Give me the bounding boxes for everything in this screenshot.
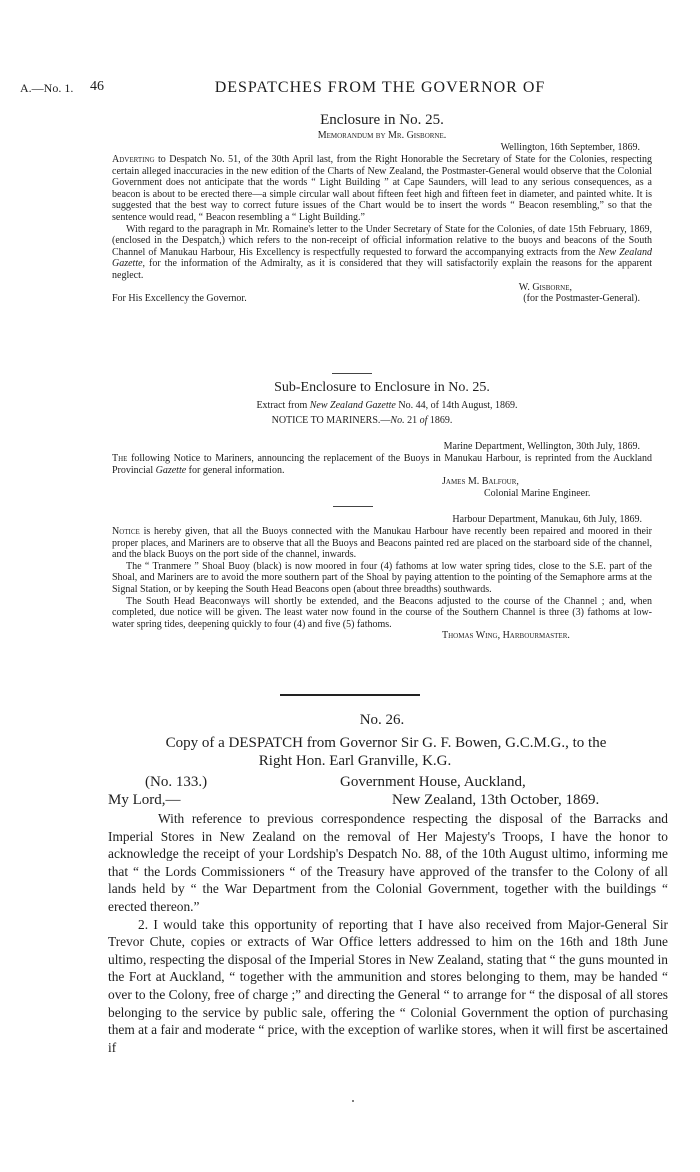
harbour-dateline: Harbour Department, Manukau, 6th July, 1869. — [452, 514, 642, 525]
lead-word: Notice — [112, 526, 140, 537]
harbour-paragraph-1 — [112, 526, 652, 561]
harbour-paragraph-3: The South Head Beaconways will shortly be extended, and the Beacons adjusted to the course of the Channel ; and, when completed, due notice will be given. The least water now found in the course of the Southern Channel is three (3) fathoms at low-water spring tides, deepening quickly to four (4) and five (5) fathoms. — [112, 595, 652, 630]
signature-row — [112, 293, 652, 304]
paragraph-text: for general information. — [186, 464, 285, 476]
paragraph-text: , for the information of the Admiralty, as it is considered that they will satisfactorily explain the reasons for the apparent neglect. — [112, 258, 652, 281]
notice-text: 1869. — [427, 415, 453, 426]
signature: James M. Balfour, — [442, 476, 519, 488]
page-number: 46 — [90, 79, 104, 94]
despatch-place: Government House, Auckland, — [340, 774, 526, 790]
despatch-heading-line-2: Right Hon. Earl Granville, K.G. — [258, 753, 452, 769]
marine-paragraph — [112, 453, 652, 476]
extract-text: Extract from — [256, 400, 310, 411]
memorandum-heading: Memorandum by Mr. Gisborne. — [317, 130, 447, 141]
harbour-paragraph-2: The “ Tranmere ” Shoal Buoy (black) is now moored in four (4) fathoms at low water spring tides, close to the S.E. part of the Shoal, and Mariners are to avoid the more southern part of the Shoal by paying attention to the pointing of the Semaphore arms at the Signal Station, or by keeping the South Head Beacons open (about three breadths) southwards. — [112, 560, 652, 595]
enclosure-title: Enclosure in No. 25. — [320, 112, 444, 128]
harbour-notice-body — [112, 526, 652, 642]
sub-enclosure-title: Sub-Enclosure to Enclosure in No. 25. — [274, 380, 490, 395]
signature-role: (for the Postmaster-General). — [523, 293, 640, 305]
extract-line — [112, 400, 632, 412]
enclosure-dateline: Wellington, 16th September, 1869. — [500, 142, 640, 153]
enclosure-body — [112, 154, 652, 304]
paragraph-text: is hereby given, that all the Buoys connected with the Manukau Harbour have recently been repaired and moored in their proper places, and Mariners are to observe that all the Buoys and Beacons painted red are placed on the starboard side of the channel, and the black Buoys on the port side of the channel, inwards. — [112, 526, 652, 561]
notice-text: of — [419, 415, 428, 426]
enclosure-paragraph-1 — [112, 154, 652, 224]
section-label: A.—No. 1. — [20, 81, 74, 95]
lead-word: The — [112, 453, 128, 464]
signature: W. Gisborne, — [518, 281, 572, 293]
gazette-title: New Zealand Gazette — [309, 400, 396, 411]
despatch-paragraph-2: 2. I would take this opportunity of reporting that I have also received from Major-General Sir Trevor Chute, copies or extracts of War Office letters addressed to him on the 16th and 18th June ultimo, respecting the disposal of the Imperial Stores in New Zealand, stating that “ the guns mounted in the Fort at Auckland, “ together with the ammunition and stores belonging to them, may be handed “ over to the Colony, free of charge ;” and directing the General “ to arrange for “ the disposal of all stores belonging to the service by public sale, offering the “ Colonial Government the option of purchasing them at a fair and moderate “ price, with the exception of warlike stores, when it will first be ascertained if — [108, 916, 668, 1055]
notice-text: No. — [390, 415, 405, 426]
marine-dateline: Marine Department, Wellington, 30th July, 1869. — [443, 441, 640, 452]
divider — [280, 694, 420, 696]
divider — [332, 373, 372, 374]
page-mark — [352, 1100, 354, 1102]
despatch-number: No. 26. — [359, 712, 405, 728]
signature: Thomas Wing, Harbourmaster. — [442, 630, 570, 642]
despatch-reference: (No. 133.) — [145, 774, 208, 790]
despatch-body — [108, 810, 668, 1056]
lead-word: Adverting — [112, 154, 155, 165]
paragraph-text: following Notice to Mariners, announcing the replacement of the Buoys in Manukau Harbour, is reprinted from the Auckland Provincial — [112, 453, 652, 476]
running-title: DESPATCHES FROM THE GOVERNOR OF — [214, 79, 546, 96]
paragraph-text: to Despatch No. 51, of the 30th April last, from the Right Honorable the Secretary of State for the Colonies, respecting certain alleged inaccuracies in the new edition of the Charts of New Zealand, the Postmaster-General would observe that the Colonial Government does not anticipate that the words “ Light Building ” at Cape Saunders, will lead to any serious consequences, as a beacon is about to be erected there—a simple circular wall about fifteen feet high and fifteen feet in diameter, and painted white. It is suggested that the best way to correct future issues of the Chart would be to insert the words “ Beacon resembling,” so that the sentence would read, “ Beacon resembling a “ Light Building.” — [112, 154, 652, 223]
addressee: For His Excellency the Governor. — [112, 293, 247, 305]
gazette-title: New Zealand Gazette — [112, 246, 653, 270]
marine-notice-body — [112, 453, 652, 499]
notice-text: 21 — [404, 415, 420, 426]
despatch-paragraph-1: With reference to previous correspondence respecting the disposal of the Barracks and Imperial Stores in New Zealand on the removal of Her Majesty's Troops, I have the honor to acknowledge the receipt of your Lordship's Despatch No. 88, of the 10th August ultimo, informing me that “ the Lords Commissioners “ of the Treasury have approved of the transfer to the Colony of all lands held by “ the War Department from the Colonial Government, together with the buildings “ erected thereon.” — [108, 811, 668, 914]
despatch-heading-line-1: Copy of a DESPATCH from Governor Sir G. F. Bowen, G.C.M.G., to the — [165, 735, 607, 751]
signature-role: Colonial Marine Engineer. — [484, 487, 591, 499]
gazette-title: Gazette — [155, 464, 187, 476]
despatch-date: New Zealand, 13th October, 1869. — [392, 792, 600, 808]
enclosure-paragraph-2 — [112, 224, 652, 282]
notice-heading — [112, 415, 652, 427]
extract-text: No. 44, of 14th August, 1869. — [395, 400, 518, 411]
notice-text: NOTICE TO MARINERS.— — [271, 415, 391, 426]
paragraph-text: With regard to the paragraph in Mr. Romaine's letter to the Under Secretary of State for the Colonies, of date 15th February, 1869, (enclosed in the Despatch,) which refers to the non-receipt of official information relative to the buoys and beacons of the South Channel of Manukau Harbour, His Excellency is respectfully requested to forward the accompanying extracts from the — [112, 223, 652, 258]
divider — [333, 506, 373, 507]
salutation: My Lord,— — [108, 792, 181, 808]
